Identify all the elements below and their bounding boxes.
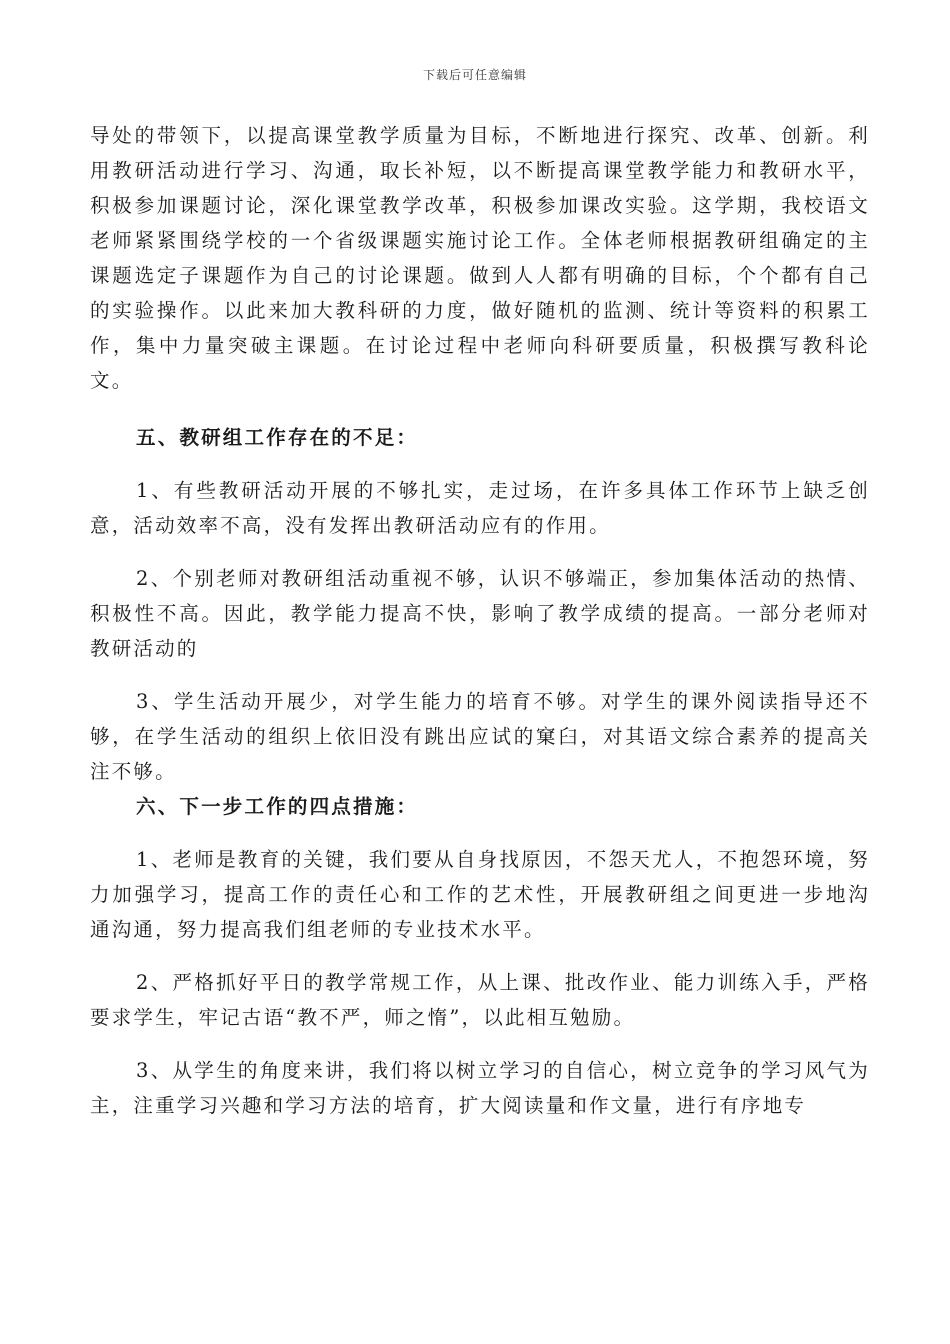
- section-6-item-1: 1、老师是教育的关键，我们要从自身找原因，不怨天尤人，不抱怨环境，努力加强学习，提高工作的责任心和工作的艺术性，开展教研组之间更进一步地沟通沟通，努力提高我们组老师的专业技术水平。: [90, 848, 870, 941]
- section-5-item-3: 3、学生活动开展少，对学生能力的培育不够。对学生的课外阅读指导还不够，在学生活动的组织上依旧没有跳出应试的窠臼，对其语文综合素养的提高关注不够。: [90, 690, 870, 783]
- intro-paragraph: 导处的带领下，以提高课堂教学质量为目标，不断地进行探究、改革、创新。利用教研活动进行学习、沟通，取长补短，以不断提高课堂教学能力和教研水平，积极参加课题讨论，深化课堂教学改革，积极参加课改实验。这学期，我校语文老师紧紧围绕学校的一个省级课题实施讨论工作。全体老师根据教研组确定的主课题选定子课题作为自己的讨论课题。做到人人都有明确的目标，个个都有自己的实验操作。以此来加大教科研的力度，做好随机的监测、统计等资料的积累工作，集中力量突破主课题。在讨论过程中老师向科研要质量，积极撰写教科论文。: [90, 124, 870, 392]
- document-body: [90, 118, 870, 1123]
- section-6-heading: 六、下一步工作的四点措施：: [136, 795, 419, 818]
- section-6-item-3: 3、从学生的角度来讲，我们将以树立学习的自信心，树立竞争的学习风气为主，注重学习兴趣和学习方法的培育，扩大阅读量和作文量，进行有序地专: [90, 1059, 870, 1117]
- section-5-item-1: 1、有些教研活动开展的不够扎实，走过场，在许多具体工作环节上缺乏创意，活动效率不高，没有发挥出教研活动应有的作用。: [90, 479, 870, 537]
- section-5-item-2: 2、个别老师对教研组活动重视不够，认识不够端正，参加集体活动的热情、积极性不高。因此，教学能力提高不快，影响了教学成绩的提高。一部分老师对教研活动的: [90, 567, 870, 660]
- header-note: 下载后可任意编辑: [422, 68, 527, 82]
- section-5-heading: 五、教研组工作存在的不足：: [136, 426, 419, 449]
- section-6-item-2: 2、严格抓好平日的教学常规工作，从上课、批改作业、能力训练入手，严格要求学生，牢记古语“教不严，师之惰”，以此相互勉励。: [90, 971, 870, 1029]
